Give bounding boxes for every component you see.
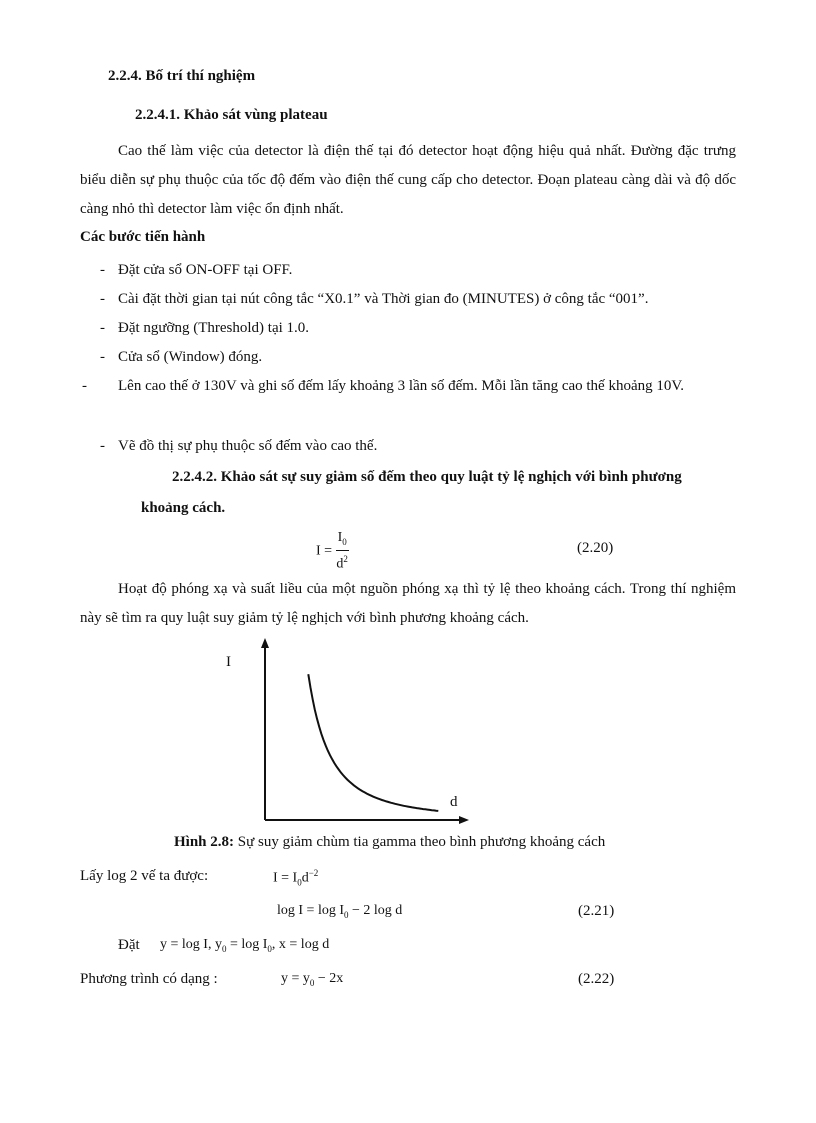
- equation-number-2-22: (2.22): [578, 971, 615, 987]
- inverse-square-chart: [220, 636, 480, 826]
- paragraph-plateau-text: Cao thế làm việc của detector là điện thế tại đó detector hoạt động hiệu quả nhất. Đường đặc trưng biểu diễn sự phụ thuộc của tốc độ đếm vào điện thế cung cấp cho detector. Đoạn plateau càng dài và độ dốc càng nhỏ thì detector làm việc ổn định nhất.: [80, 143, 736, 217]
- paragraph-plateau: [80, 137, 736, 224]
- form-label: Phương trình có dạng :: [80, 971, 218, 987]
- equation-substitution: y = log I, $y_0 = \log I_0$, x = log d: [160, 937, 330, 954]
- section-2-2-4-1-heading: 2.2.4.1. Khảo sát vùng plateau: [135, 107, 328, 123]
- y-axis-label: I: [226, 654, 231, 670]
- section-2-2-4-heading: 2.2.4. Bố trí thí nghiệm: [108, 68, 256, 84]
- list-item: - Đặt cửa sổ ON-OFF tại OFF.: [100, 262, 293, 278]
- equation-number-2-20: (2.20): [577, 540, 614, 556]
- section-2-2-4-2-heading-cont: khoảng cách.: [141, 500, 226, 516]
- equation-inverse: $I = I_0d^{-2}$: [273, 868, 319, 888]
- list-item: - Lên cao thế ở 130V và ghi số đếm lấy khoảng 3 lần số đếm. Mỗi lần tăng cao thế khoảng 10V.: [82, 378, 685, 394]
- figure-2-8: [220, 636, 480, 826]
- log-label: Lấy log 2 vế ta được:: [80, 868, 209, 884]
- list-item: - Cửa sổ (Window) đóng.: [100, 349, 263, 365]
- equation-number-2-21: (2.21): [578, 903, 615, 919]
- dat-label: Đặt: [118, 937, 140, 953]
- section-2-2-4-2-heading: 2.2.4.2. Khảo sát sự suy giảm số đếm theo quy luật tỷ lệ nghịch với bình phương: [172, 469, 682, 485]
- equation-2-20: I = $\frac{I_0}{d^2}$: [316, 530, 348, 572]
- list-item: - Vẽ đồ thị sự phụ thuộc số đếm vào cao thế.: [100, 438, 378, 454]
- paragraph-activity: [80, 575, 736, 633]
- equation-2-21: $\log I = \log I_0 - 2$ log d: [277, 903, 403, 920]
- list-item: - Đặt ngưỡng (Threshold) tại 1.0.: [100, 320, 310, 336]
- caption-text: Sự suy giảm chùm tia gamma theo bình phương khoảng cách: [234, 834, 606, 850]
- steps-heading: Các bước tiến hành: [80, 229, 206, 245]
- paragraph-activity-text: Hoạt độ phóng xạ và suất liều của một nguồn phóng xạ thì tỷ lệ theo khoảng cách. Trong thí nghiệm này sẽ tìm ra quy luật suy giảm tỷ lệ nghịch với bình phương khoảng cách.: [80, 581, 736, 626]
- equation-2-22: $y = y_0 - 2x$: [281, 971, 344, 988]
- list-item: - Cài đặt thời gian tại nút công tắc “X0.1” và Thời gian đo (MINUTES) ở công tắc “001”.: [100, 291, 649, 307]
- caption-label: Hình 2.8:: [174, 834, 235, 850]
- series-line-intensity: [308, 674, 438, 811]
- x-axis-label: d: [450, 794, 458, 810]
- figure-caption: [174, 834, 605, 851]
- y-axis-arrow: [261, 638, 269, 648]
- x-axis-arrow: [459, 816, 469, 824]
